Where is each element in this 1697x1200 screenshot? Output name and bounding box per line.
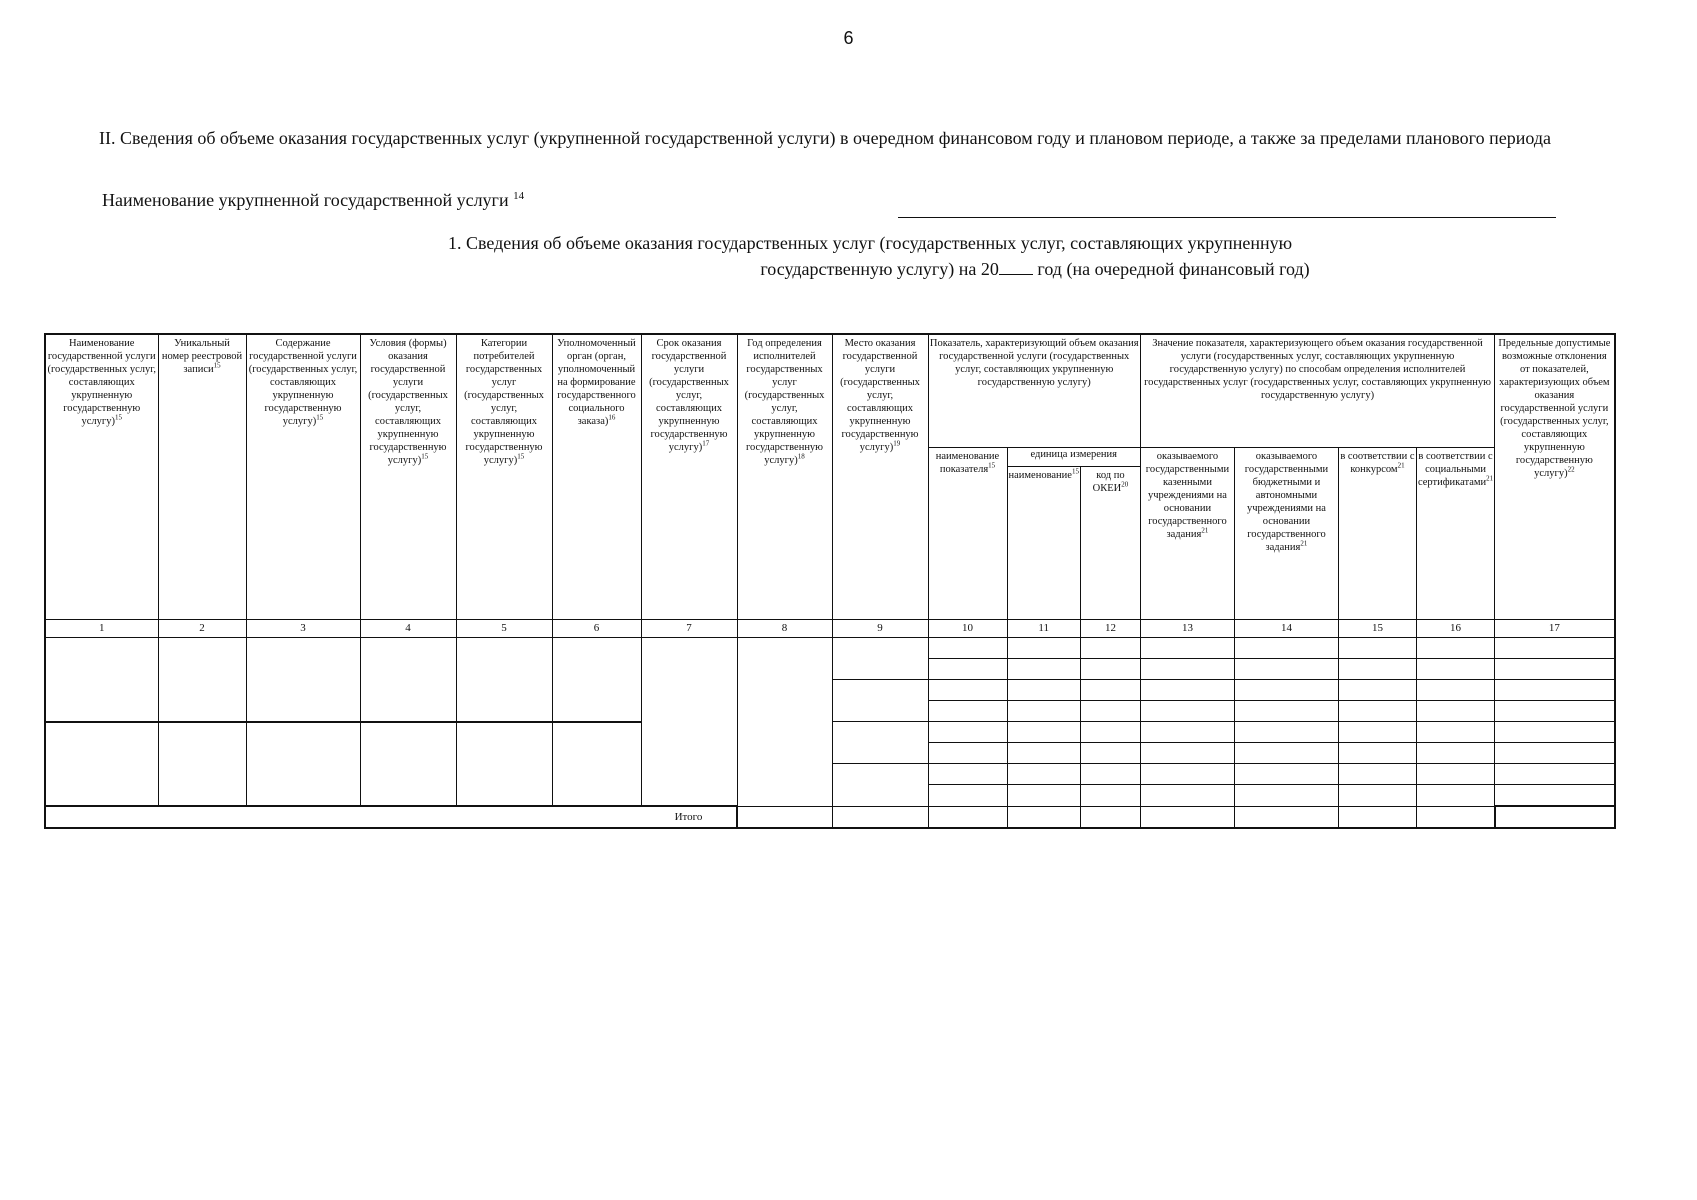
total-cell[interactable] xyxy=(928,806,1007,828)
total-cell[interactable] xyxy=(1416,806,1494,828)
subsection-title xyxy=(270,230,1470,282)
table-cell[interactable] xyxy=(1338,722,1416,743)
service-name-line[interactable] xyxy=(898,217,1556,218)
header-consumer-categories: Категории потребителей государственных услуг (государственных услуг, составляющих укрупненную государственную услугу)$^{15}$ xyxy=(456,334,552,620)
table-cell[interactable] xyxy=(456,638,552,722)
col-num: 10 xyxy=(928,620,1007,638)
header-authorized-body: Уполномоченный орган (орган, уполномоченный на формирование государственного социального заказа)$^{16}$ xyxy=(552,334,641,620)
header-service-content: Содержание государственной услуги (государственных услуг, составляющих укрупненную государственную услугу)$^{15}$ xyxy=(246,334,360,620)
table-cell[interactable] xyxy=(1416,701,1494,722)
col-num: 5 xyxy=(456,620,552,638)
blank-cell xyxy=(45,806,158,828)
table-cell[interactable] xyxy=(641,638,737,807)
table-cell[interactable] xyxy=(1416,764,1494,785)
header-indicator-name: наименование показателя$^{15}$ xyxy=(928,448,1007,620)
header-allowed-deviations: Предельные допустимые возможные отклонения от показателей, характеризующих объем оказания государственной услуги (государственных услуг, составляющих укрупненную государственную услугу)$^{22}$ xyxy=(1495,334,1615,620)
table-cell[interactable] xyxy=(1234,785,1338,807)
table-cell[interactable] xyxy=(1140,764,1234,785)
table-cell[interactable] xyxy=(928,638,1007,659)
table-cell[interactable] xyxy=(1416,659,1494,680)
table-cell[interactable] xyxy=(1495,743,1615,764)
header-year-determination: Год определения исполнителей государственных услуг (государственных услуг, составляющих укрупненную государственную услугу)$^{18}$ xyxy=(737,334,832,620)
header-conditions: Условия (формы) оказания государственной услуги (государственных услуг, составляющих укрупненную государственную услугу)$^{15}$ xyxy=(360,334,456,620)
header-service-name: Наименование государственной услуги (государственных услуг, составляющих укрупненную государственную услугу)$^{15}$ xyxy=(45,334,158,620)
table-cell[interactable] xyxy=(1007,743,1080,764)
table-cell[interactable] xyxy=(552,638,641,722)
column-numbers-row xyxy=(45,620,1615,638)
table-cell[interactable] xyxy=(360,722,456,807)
col-num: 3 xyxy=(246,620,360,638)
header-okei-code: код по ОКЕИ$^{20}$ xyxy=(1080,467,1140,620)
blank-cell xyxy=(246,806,360,828)
table-cell[interactable] xyxy=(1080,764,1140,785)
col-num: 17 xyxy=(1495,620,1615,638)
total-row xyxy=(45,806,1615,828)
table-cell[interactable] xyxy=(928,743,1007,764)
table-cell[interactable] xyxy=(45,638,158,722)
header-unit-group: единица измерения xyxy=(1007,448,1140,467)
subsection-title-line2b: год (на очередной финансовый год) xyxy=(1037,259,1310,279)
table-cell[interactable] xyxy=(1338,680,1416,701)
table-cell[interactable] xyxy=(1338,764,1416,785)
table-cell[interactable] xyxy=(1140,659,1234,680)
table-cell[interactable] xyxy=(928,785,1007,807)
header-value-budget-institutions: оказываемого государственными бюджетными и автономными учреждениями на основании государственного задания$^{21}$ xyxy=(1234,448,1338,620)
col-num: 7 xyxy=(641,620,737,638)
table-cell[interactable] xyxy=(1234,743,1338,764)
table-cell[interactable] xyxy=(1080,722,1140,743)
total-cell[interactable] xyxy=(832,806,928,828)
table-cell[interactable] xyxy=(1495,680,1615,701)
col-num: 8 xyxy=(737,620,832,638)
total-cell[interactable] xyxy=(1338,806,1416,828)
table-cell[interactable] xyxy=(1234,659,1338,680)
footnote-ref: 14 xyxy=(513,190,525,202)
table-cell[interactable] xyxy=(360,638,456,722)
table-cell[interactable] xyxy=(1416,638,1494,659)
col-num: 15 xyxy=(1338,620,1416,638)
table-cell[interactable] xyxy=(928,722,1007,743)
table-cell[interactable] xyxy=(1007,659,1080,680)
col-num: 4 xyxy=(360,620,456,638)
table-cell[interactable] xyxy=(456,722,552,807)
table-cell[interactable] xyxy=(1140,680,1234,701)
table-cell[interactable] xyxy=(1416,722,1494,743)
table-cell[interactable] xyxy=(1140,722,1234,743)
table-cell[interactable] xyxy=(1495,764,1615,785)
table-cell[interactable] xyxy=(1338,785,1416,807)
table-cell[interactable] xyxy=(1234,638,1338,659)
table-cell[interactable] xyxy=(1495,659,1615,680)
col-num: 12 xyxy=(1080,620,1140,638)
blank-cell xyxy=(552,806,641,828)
header-unit-name: наименование$^{15}$ xyxy=(1007,467,1080,620)
col-num: 2 xyxy=(158,620,246,638)
table-cell[interactable] xyxy=(928,764,1007,785)
header-indicator-group: Показатель, характеризующий объем оказания государственной услуги (государственных услуг, составляющих укрупненную государственную услугу) xyxy=(928,334,1140,448)
subsection-title-line2a: государственную услугу) на 20 xyxy=(760,259,999,279)
table-cell[interactable] xyxy=(928,680,1007,701)
header-service-term: Срок оказания государственной услуги (государственных услуг, составляющих укрупненную государственную услугу)$^{17}$ xyxy=(641,334,737,620)
table-cell[interactable] xyxy=(1080,785,1140,807)
section-title: II. Сведения об объеме оказания государственных услуг (укрупненной государственной услуги) в очередном финансовом году и плановом периоде, а также за пределами планового периода xyxy=(99,128,1551,148)
table-cell[interactable] xyxy=(1007,680,1080,701)
total-cell[interactable] xyxy=(1007,806,1080,828)
table-cell[interactable] xyxy=(832,638,928,680)
col-num: 11 xyxy=(1007,620,1080,638)
subsection-title-line2 xyxy=(270,256,1470,282)
service-name-label xyxy=(102,190,524,211)
total-cell[interactable] xyxy=(737,806,832,828)
header-value-certificates: в соответствии с социальными сертификатами$^{21}$ xyxy=(1416,448,1494,620)
table-cell[interactable] xyxy=(1007,764,1080,785)
table-cell[interactable] xyxy=(1140,701,1234,722)
table-cell[interactable] xyxy=(1080,659,1140,680)
table-cell[interactable] xyxy=(928,701,1007,722)
table-cell[interactable] xyxy=(158,722,246,807)
table-cell[interactable] xyxy=(1080,680,1140,701)
table-cell[interactable] xyxy=(1140,638,1234,659)
table-cell[interactable] xyxy=(246,722,360,807)
total-cell[interactable] xyxy=(1140,806,1234,828)
table-cell[interactable] xyxy=(1338,659,1416,680)
col-num: 14 xyxy=(1234,620,1338,638)
table-cell[interactable] xyxy=(1007,785,1080,807)
services-volume-table xyxy=(44,333,1616,829)
table-cell[interactable] xyxy=(1338,638,1416,659)
col-num: 9 xyxy=(832,620,928,638)
table-cell[interactable] xyxy=(1140,743,1234,764)
header-value-state-institutions: оказываемого государственными казенными учреждениями на основании государственного задания$^{21}$ xyxy=(1140,448,1234,620)
table-cell[interactable] xyxy=(1007,701,1080,722)
blank-cell xyxy=(1495,806,1615,828)
blank-cell xyxy=(360,806,456,828)
col-num: 13 xyxy=(1140,620,1234,638)
table-cell[interactable] xyxy=(1495,722,1615,743)
table-cell[interactable] xyxy=(1495,638,1615,659)
total-label: Итого xyxy=(641,806,737,828)
table-cell[interactable] xyxy=(832,680,928,722)
header-row-1 xyxy=(45,334,1615,448)
table-cell[interactable] xyxy=(158,638,246,722)
table-cell[interactable] xyxy=(246,638,360,722)
table-cell[interactable] xyxy=(1007,638,1080,659)
table-cell[interactable] xyxy=(1416,680,1494,701)
service-name-label-text: Наименование укрупненной государственной услуги xyxy=(102,190,509,210)
table-cell[interactable] xyxy=(552,722,641,807)
blank-cell xyxy=(158,806,246,828)
blank-cell xyxy=(456,806,552,828)
col-num: 16 xyxy=(1416,620,1494,638)
header-registry-number: Уникальный номер реестровой записи$^{15}$ xyxy=(158,334,246,620)
header-value-group: Значение показателя, характеризующего объем оказания государственной услуги (государственных услуг, составляющих укрупненную государственную услугу) по способам определения исполнителей государственных услуг (государственных услуг, составляющих укрупненную государственную услугу) xyxy=(1140,334,1494,448)
total-cell[interactable] xyxy=(1080,806,1140,828)
header-service-place: Место оказания государственной услуги (государственных услуг, составляющих укрупненную государственную услугу)$^{19}$ xyxy=(832,334,928,620)
table-cell[interactable] xyxy=(1495,701,1615,722)
table-cell[interactable] xyxy=(928,659,1007,680)
table-cell[interactable] xyxy=(1140,785,1234,807)
table-cell[interactable] xyxy=(832,722,928,764)
table-cell[interactable] xyxy=(1495,785,1615,807)
col-num: 6 xyxy=(552,620,641,638)
table-cell[interactable] xyxy=(737,638,832,807)
table-cell[interactable] xyxy=(1416,743,1494,764)
table-cell[interactable] xyxy=(1338,743,1416,764)
year-blank[interactable] xyxy=(999,260,1033,275)
table-row xyxy=(45,638,1615,659)
total-cell[interactable] xyxy=(1234,806,1338,828)
table-cell[interactable] xyxy=(1007,722,1080,743)
subsection-title-line1: 1. Сведения об объеме оказания государственных услуг (государственных услуг, составляющих укрупненную xyxy=(447,233,1293,253)
table-cell[interactable] xyxy=(1080,701,1140,722)
page-number: 6 xyxy=(843,28,854,48)
header-value-competition: в соответствии с конкурсом$^{21}$ xyxy=(1338,448,1416,620)
table-cell[interactable] xyxy=(1234,764,1338,785)
table-cell[interactable] xyxy=(1234,701,1338,722)
table-cell[interactable] xyxy=(1416,785,1494,807)
table-cell[interactable] xyxy=(1080,638,1140,659)
table-cell[interactable] xyxy=(832,764,928,807)
table-cell[interactable] xyxy=(1234,722,1338,743)
col-num: 1 xyxy=(45,620,158,638)
table-cell[interactable] xyxy=(1338,701,1416,722)
table-cell[interactable] xyxy=(1080,743,1140,764)
table-cell[interactable] xyxy=(1234,680,1338,701)
table-cell[interactable] xyxy=(45,722,158,807)
